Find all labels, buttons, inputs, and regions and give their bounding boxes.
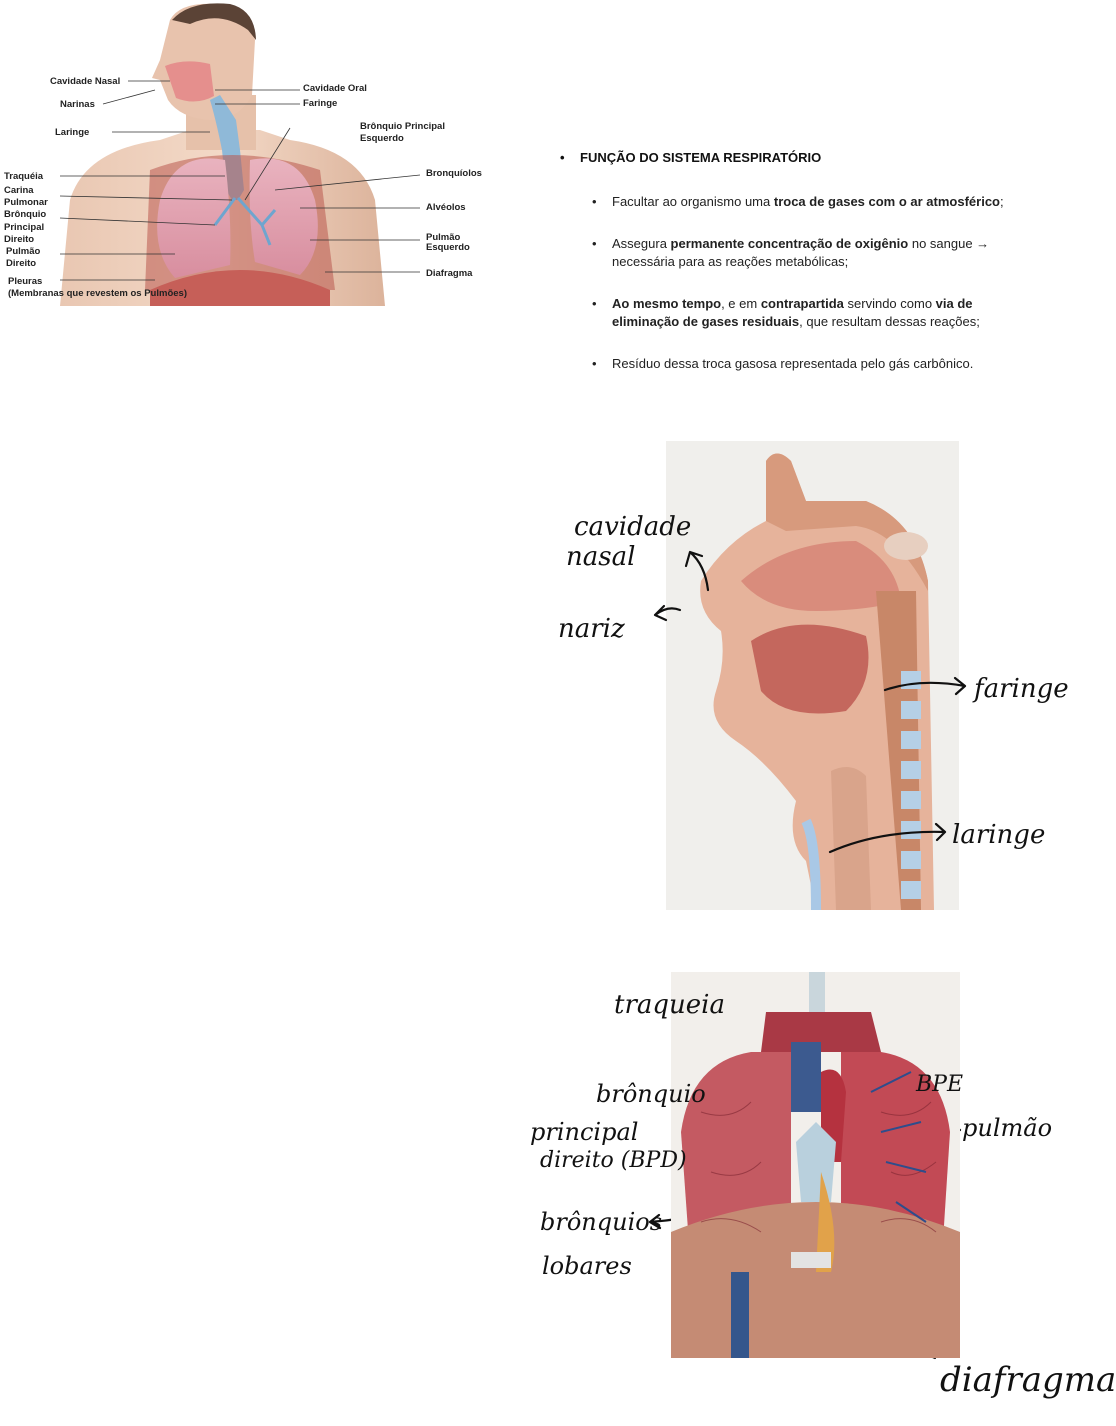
label-cavidade-nasal: Cavidade Nasal [50, 76, 121, 87]
label-diafragma: Diafragma [426, 268, 473, 279]
function-item-1: • Facultar ao organismo uma troca de gases com o ar atmosférico; [592, 193, 1042, 211]
label-faringe: Faringe [303, 98, 338, 109]
annotation-bpe: BPE [916, 1072, 964, 1097]
annotation-faringe: faringe [974, 674, 1069, 704]
label-laringe: Laringe [55, 127, 90, 138]
label-pulmonar: Pulmonar [4, 197, 48, 208]
annotation-pulmao: pulmão [962, 1114, 1053, 1142]
annotation-traqueia: traqueia [614, 990, 725, 1020]
function-item-4: • Resíduo dessa troca gasosa representada pelo gás carbônico. [592, 355, 1042, 373]
label-bronquio: Brônquio [4, 209, 47, 220]
function-item-2: • Assegura permanente concentração de oxigênio no sangue → necessária para as reações metabólicas; [592, 235, 1042, 271]
label-pleuras-sub: (Membranas que revestem os Pulmões) [8, 288, 187, 299]
label-traqueia: Traquéia [4, 171, 44, 182]
lung-model-illustration [671, 972, 960, 1358]
annotation-bronquios: brônquios [540, 1208, 663, 1236]
function-item-3: • Ao mesmo tempo, e em contrapartida servindo como via de eliminação de gases residuais, que resultam dessas reações; [592, 295, 1042, 331]
label-pulmao-direito: Pulmão [6, 246, 41, 257]
annotation-laringe: laringe [952, 820, 1046, 850]
label-bronquiolos: Bronquíolos [426, 168, 482, 179]
label-alveolos: Alvéolos [426, 202, 466, 213]
label-direito: Direito [4, 234, 35, 245]
label-pleuras: Pleuras [8, 276, 43, 287]
label-esquerdo-2: Esquerdo [426, 242, 470, 253]
label-direito-2: Direito [6, 258, 37, 269]
annotation-lobares: lobares [542, 1252, 632, 1280]
lung-model-photo [671, 972, 960, 1358]
annotation-nasal: nasal [566, 542, 636, 572]
label-carina: Carina [4, 185, 34, 196]
label-pulmao-esquerdo: Pulmão [426, 232, 461, 243]
annotation-principal: principal [530, 1118, 639, 1146]
label-principal: Principal [4, 222, 45, 233]
annotation-cavidade: cavidade [574, 512, 692, 542]
function-title: • FUNÇÃO DO SISTEMA RESPIRATÓRIO [560, 150, 1060, 165]
label-narinas: Narinas [60, 99, 95, 110]
annotation-nariz: nariz [558, 614, 625, 644]
annotation-direito-bpd: direito (BPD) [540, 1148, 687, 1173]
label-cavidade-oral: Cavidade Oral [303, 83, 367, 94]
label-bronquio-principal: Brônquio Principal [360, 121, 445, 132]
annotation-bronquio: brônquio [596, 1080, 706, 1108]
label-esquerdo: Esquerdo [360, 133, 404, 144]
annotation-diafragma: diafragma [940, 1360, 1116, 1400]
